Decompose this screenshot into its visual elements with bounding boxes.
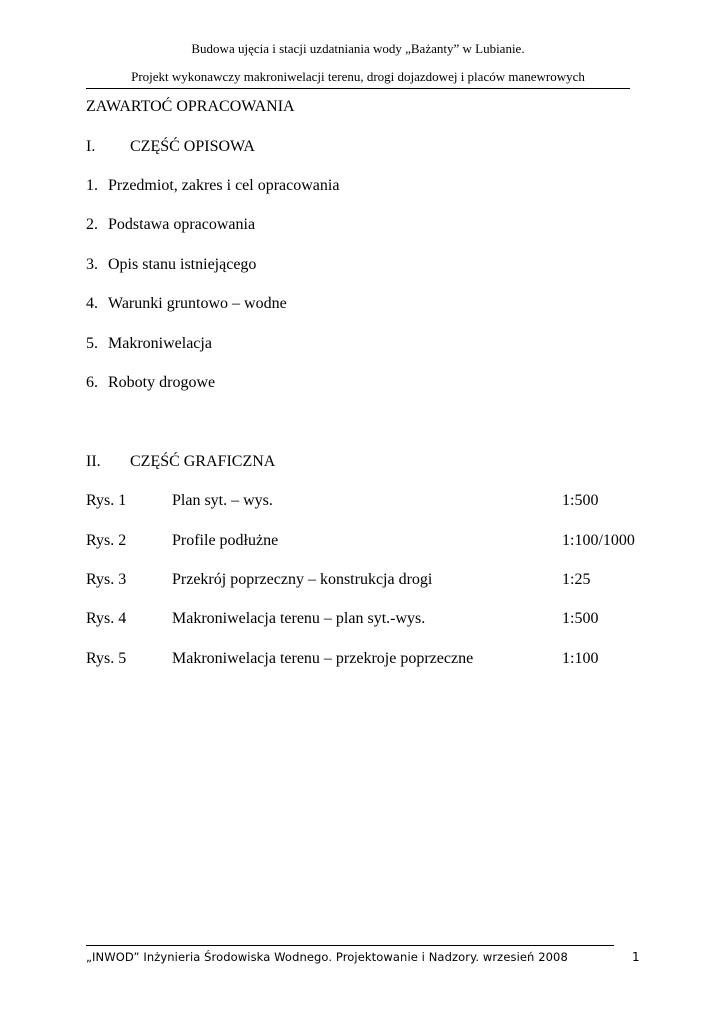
drawing-label: Rys. 2 [86, 532, 127, 549]
drawing-label: Rys. 3 [86, 571, 127, 588]
item-text: Roboty drogowe [108, 374, 216, 391]
section-number: II. [86, 453, 101, 470]
drawing-scale: 1:100 [562, 650, 599, 667]
footer-company-text: „INWOD” Inżynieria Środowiska Wodnego. Projektowanie i Nadzory. wrzesień 2008 [86, 950, 568, 964]
header-divider [86, 88, 630, 89]
drawing-row [86, 650, 646, 670]
item-number: 5. [86, 335, 98, 352]
drawing-scale: 1:500 [562, 492, 599, 509]
list-item [86, 177, 339, 195]
drawing-title: Makroniwelacja terenu – przekroje poprzeczne [172, 650, 474, 667]
list-item [86, 374, 215, 392]
item-number: 2. [86, 216, 98, 233]
item-text: Podstawa opracowania [108, 216, 256, 233]
drawing-scale: 1:500 [562, 610, 599, 627]
drawing-row [86, 610, 646, 630]
toc-title: ZAWARTOĆ OPRACOWANIA [86, 98, 295, 115]
drawing-title: Plan syt. – wys. [172, 492, 273, 509]
list-item [86, 295, 287, 313]
item-number: 3. [86, 256, 98, 273]
list-item [86, 335, 212, 353]
item-number: 4. [86, 295, 98, 312]
section-number: I. [86, 138, 96, 155]
item-text: Opis stanu istniejącego [108, 256, 257, 273]
drawing-scale: 1:25 [562, 571, 591, 588]
drawing-row [86, 571, 646, 591]
list-item [86, 216, 255, 234]
item-text: Warunki gruntowo – wodne [108, 295, 287, 312]
drawing-row [86, 532, 646, 552]
drawing-title: Przekrój poprzeczny – konstrukcja drogi [172, 571, 433, 588]
drawing-label: Rys. 4 [86, 610, 127, 627]
header-project-title: Budowa ujęcia i stacji uzdatniania wody „Bażanty” w Lubianie. [191, 41, 525, 56]
section-title: CZĘŚĆ GRAFICZNA [130, 453, 276, 470]
item-number: 6. [86, 374, 98, 391]
page-number: 1 [632, 950, 640, 964]
section-heading-graphic [86, 453, 275, 471]
section-title: CZĘŚĆ OPISOWA [130, 138, 255, 155]
drawing-title: Profile podłużne [172, 532, 279, 549]
item-text: Makroniwelacja [108, 335, 212, 352]
drawing-scale: 1:100/1000 [562, 532, 635, 549]
section-heading-descriptive [86, 138, 255, 156]
drawing-row [86, 492, 646, 512]
item-number: 1. [86, 177, 98, 194]
header-project-subtitle: Projekt wykonawczy makroniwelacji terenu, drogi dojazdowej i placów manewrowych [131, 69, 585, 84]
footer-divider [86, 945, 614, 946]
drawing-title: Makroniwelacja terenu – plan syt.-wys. [172, 610, 426, 627]
list-item [86, 256, 256, 274]
drawing-label: Rys. 5 [86, 650, 127, 667]
item-text: Przedmiot, zakres i cel opracowania [108, 177, 340, 194]
drawing-label: Rys. 1 [86, 492, 127, 509]
